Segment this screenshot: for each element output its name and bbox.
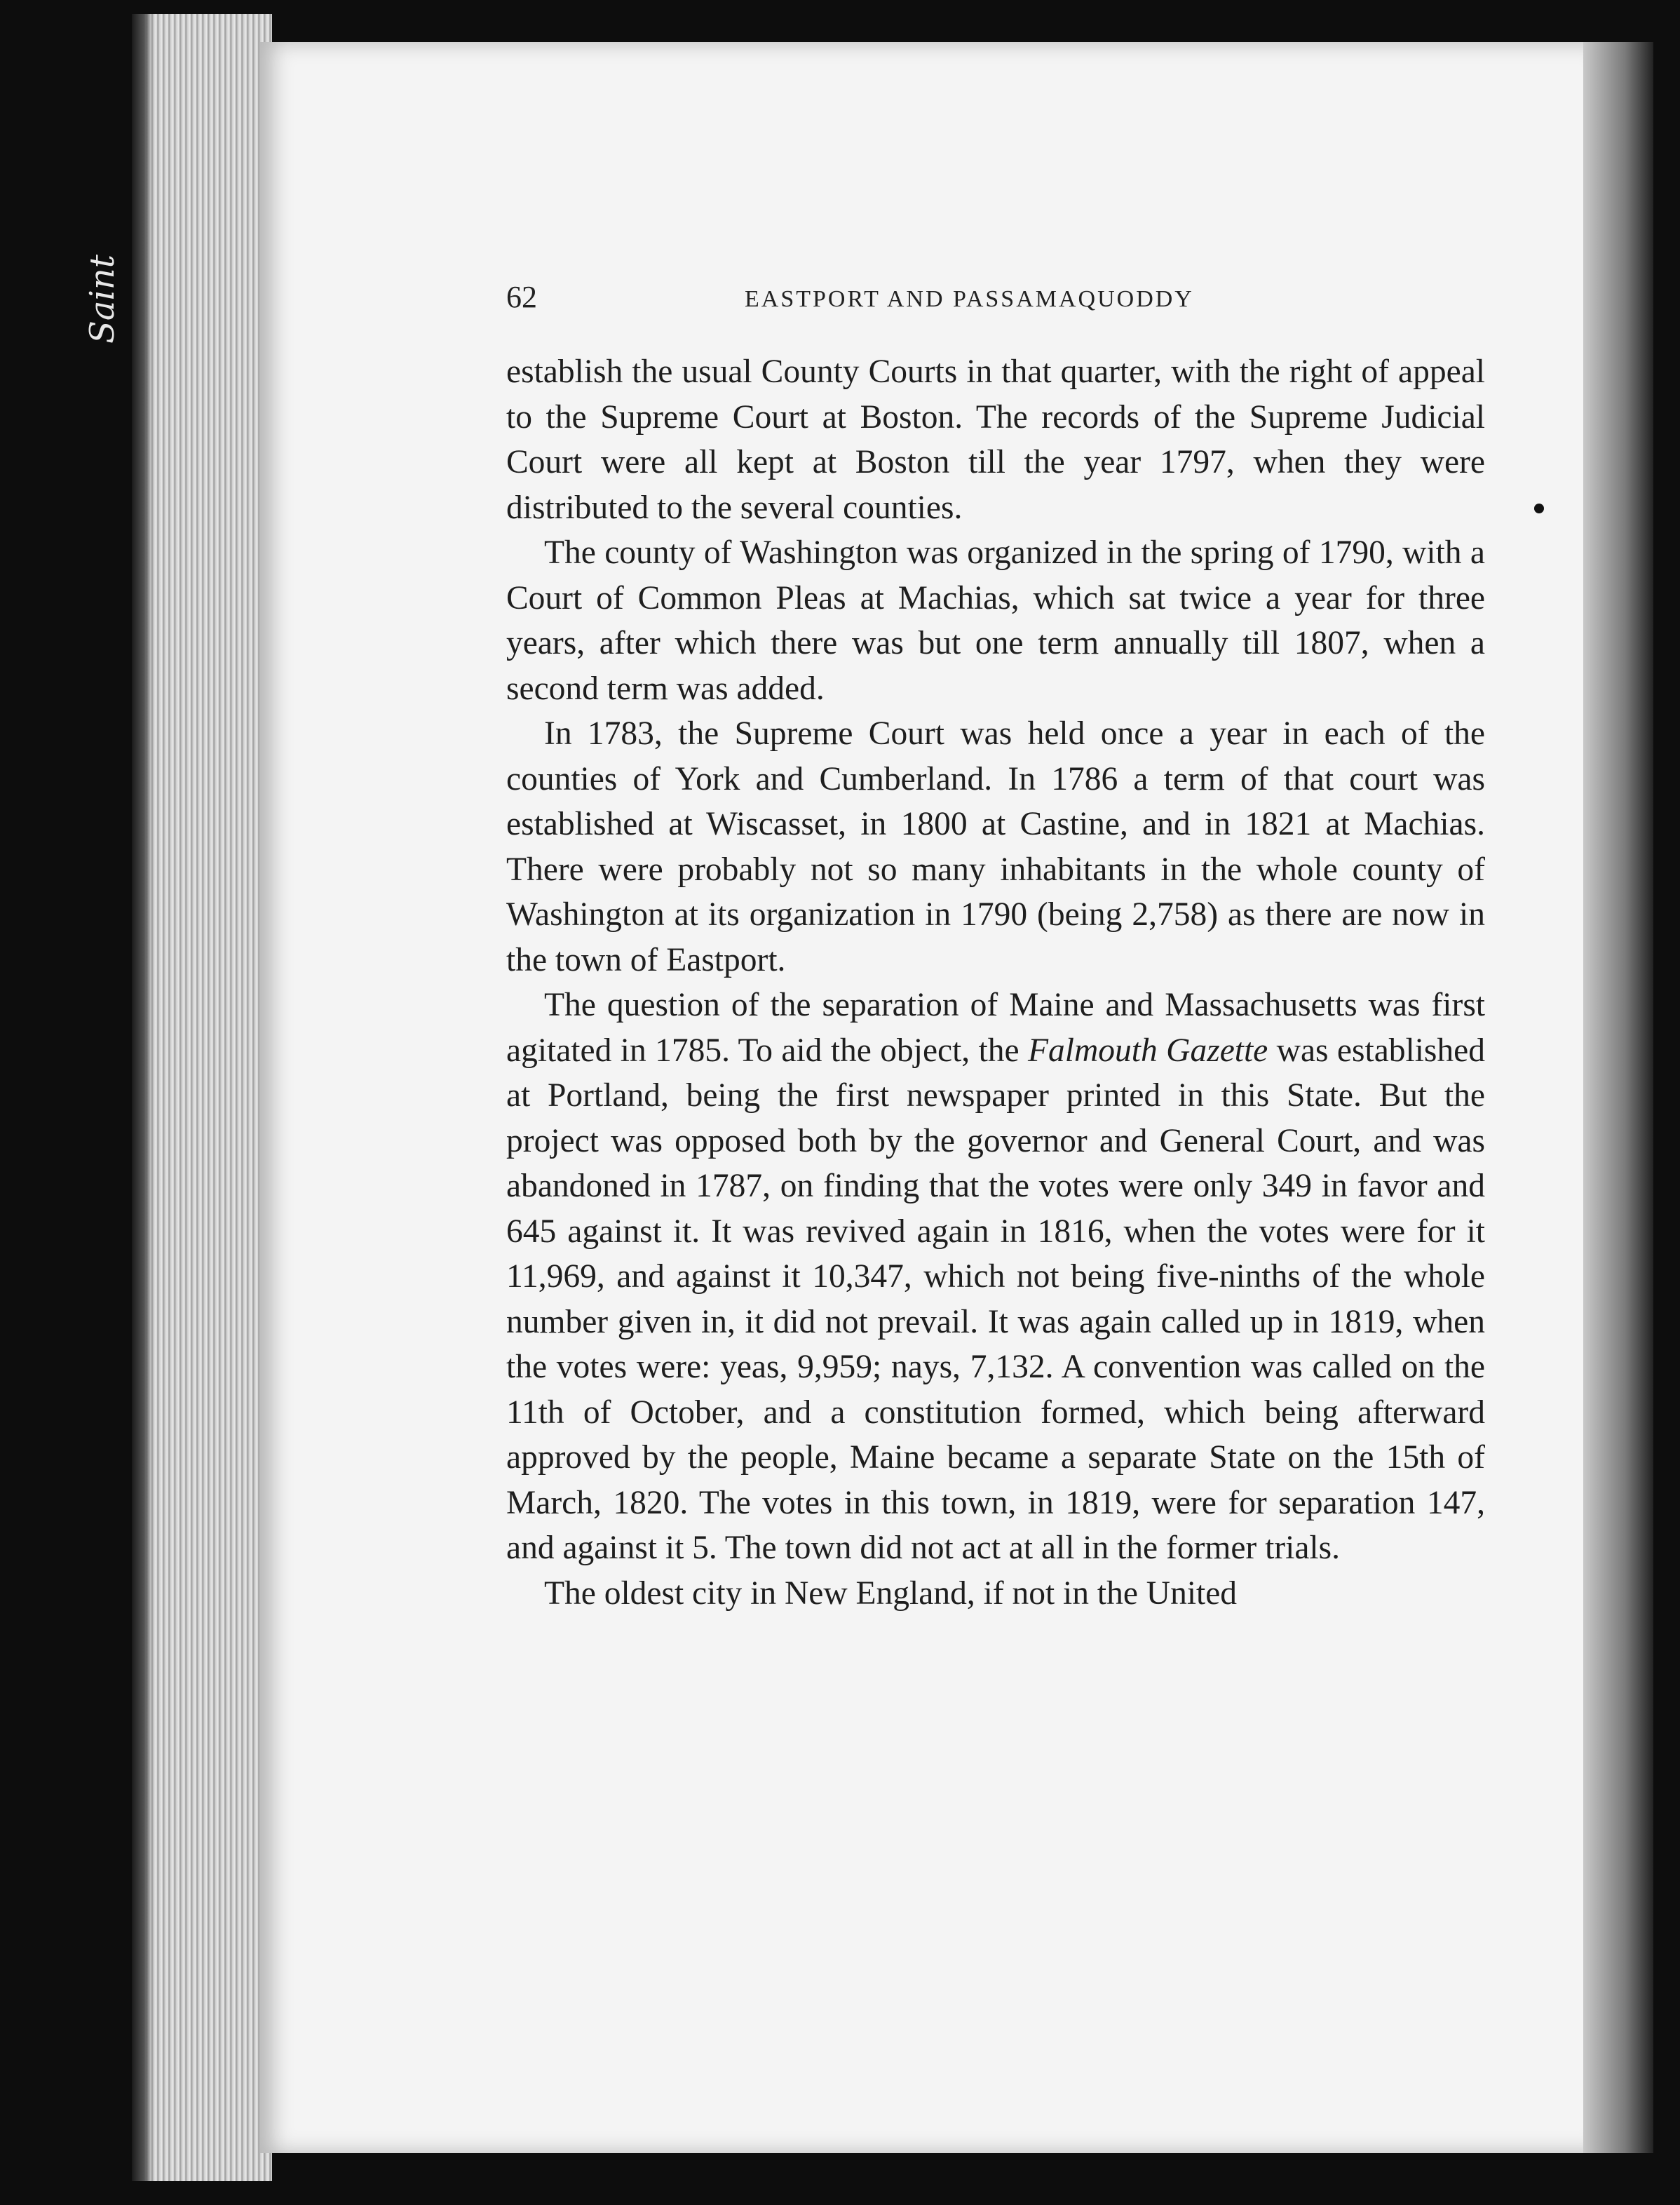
body-text <box>506 349 1485 1616</box>
paragraph-4-end: was established at Portland, being the first newspaper printed in this State. But the project was opposed both by the governor and General Court, and was abandoned in 1787, on finding that the votes were only 349 in favor and 645 against it. It was revived again in 1816, when the votes were for it 11,969, and against it 10,347, which not being five-ninths of the whole number given in, it did not prevail. It was again called up in 1819, when the votes were: yeas, 9,959; nays, 7,132. A convention was called on the 11th of October, and a constitution formed, which being afterward approved by the people, Maine became a separate State on the 15th of March, 1820. The votes in this town, in 1819, were for separation 147, and against it 5. The town did not act at all in the former trials. <box>506 1032 1485 1566</box>
paragraph-2: The county of Washington was organized in the spring of 1790, with a Court of Common Pleas at Machias, which sat twice a year for three years, after which there was but one term annually till 1807, when a second term was added. <box>506 534 1485 707</box>
paragraph-4 <box>506 983 1485 1571</box>
page-edge-shadow <box>1583 42 1653 2153</box>
running-head <box>506 279 1485 321</box>
paragraph-4-start: The question of the separation of Maine and Massachusetts was first agitated in 1785. To aid the object, the <box>506 987 1485 1069</box>
handwritten-margin-note: Saint <box>83 254 122 344</box>
page-number: 62 <box>506 280 537 314</box>
paragraph-3: In 1783, the Supreme Court was held once a year in each of the counties of York and Cumberland. In 1786 a term of that court was established at Wiscasset, in 1800 at Castine, and in 1821 at Machias. There were probably not so many inhabitants in the whole county of Washington at its organization in 1790 (being 2,758) as there are now in the town of Eastport. <box>506 715 1485 978</box>
paragraph-1: establish the usual County Courts in that quarter, with the right of appeal to the Supreme Court at Boston. The records of the Supreme Judicial Court were all kept at Boston till the year 1797, when they were distributed to the several counties. <box>506 353 1485 526</box>
running-title: EASTPORT AND PASSAMAQUODDY <box>745 286 1194 312</box>
paragraph-5: The oldest city in New England, if not in the United <box>544 1574 1238 1612</box>
margin-dot-mark <box>1534 504 1544 513</box>
newspaper-title: Falmouth Gazette <box>1028 1032 1268 1069</box>
